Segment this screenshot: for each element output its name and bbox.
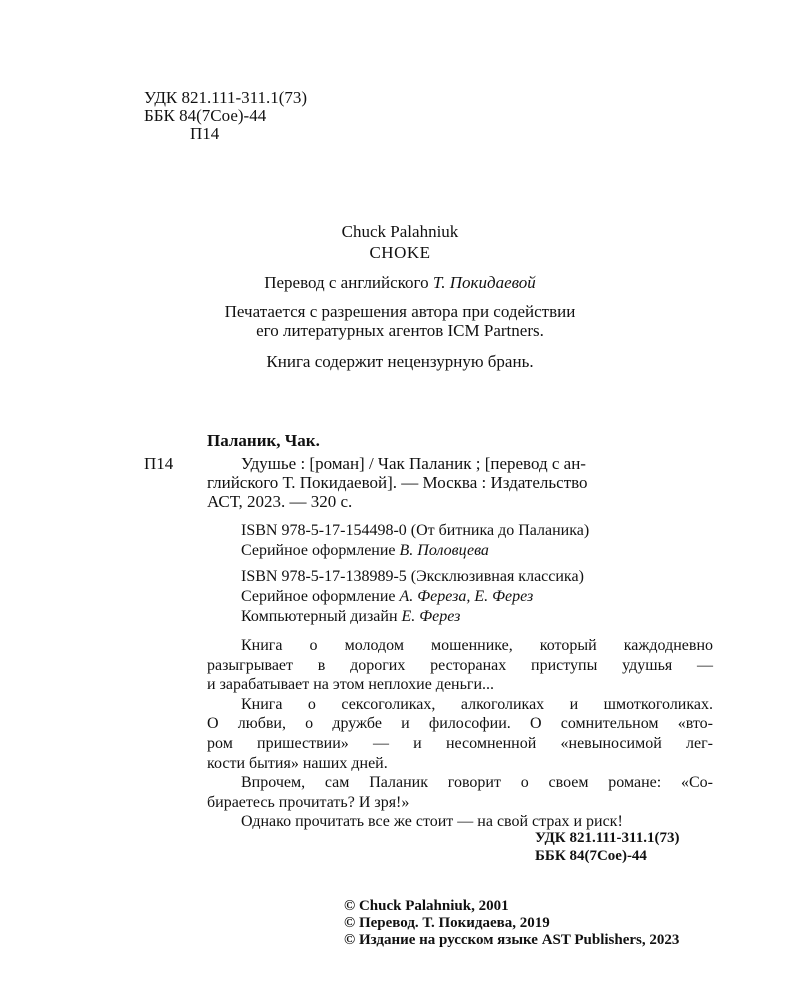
original-title: CHOKE	[369, 243, 431, 262]
annotation-line: и зарабатывает на этом неплохие деньги...	[207, 676, 495, 694]
computer-design	[241, 608, 460, 626]
annotation-line: Книга о сексоголиках, алкоголиках и шмоткоголиках.	[241, 695, 713, 713]
bbk-code-bottom: ББК 84(7Сое)-44	[535, 848, 647, 864]
series-design-1-name: В. Половцева	[399, 542, 489, 559]
translator-name: Т. Покидаевой	[432, 273, 536, 292]
annotation-line: Книга о молодом мошеннике, который каждодневно	[241, 637, 713, 654]
permission-line-2: его литературных агентов ICM Partners.	[256, 321, 544, 340]
series-design-2	[241, 588, 533, 606]
catalog-mark: П14	[144, 454, 174, 473]
series-design-2-prefix: Серийное оформление	[241, 588, 396, 605]
content-warning: Книга содержит нецензурную брань.	[266, 352, 534, 371]
copyright-line: © Перевод. Т. Покидаева, 2019	[344, 915, 550, 931]
annotation-line: О любви, о дружбе и философии. О сомнительном «вто-	[207, 715, 713, 733]
catalog-heading: Паланик, Чак.	[207, 431, 320, 450]
udk-code-bottom: УДК 821.111-311.1(73)	[535, 830, 680, 846]
translation-line	[0, 273, 800, 293]
series-design-2-name: А. Фереза, Е. Ферез	[399, 588, 534, 605]
series-design-1-prefix: Серийное оформление	[241, 542, 396, 559]
isbn-2: ISBN 978-5-17-138989-5 (Эксклюзивная классика)	[241, 568, 584, 585]
permission-line-1: Печатается с разрешения автора при содействии	[224, 302, 576, 321]
copyright-line: © Издание на русском языке AST Publishers, 2023	[344, 932, 680, 948]
udk-code-top: УДК 821.111-311.1(73)	[144, 88, 308, 107]
annotation-line: ром пришествии» — и несомненной «невыносимой лег-	[207, 734, 713, 752]
computer-design-prefix: Компьютерный дизайн	[241, 608, 398, 625]
original-author: Chuck Palahniuk	[341, 222, 459, 241]
annotation-line: кости бытия» наших дней.	[207, 754, 388, 772]
annotation-line: Однако прочитать все же стоит — на свой страх и риск!	[241, 813, 623, 831]
computer-design-name: Е. Ферез	[401, 608, 461, 625]
translation-prefix: Перевод с английского	[264, 273, 429, 292]
annotation	[207, 636, 713, 832]
bbk-code-top: ББК 84(7Сое)-44	[144, 106, 267, 125]
annotation-line: Впрочем, сам Паланик говорит о своем романе: «Со-	[241, 774, 713, 792]
catalog-line-1: Удушье : [роман] / Чак Паланик ; [перевод с ан-	[241, 454, 586, 473]
annotation-line: бираетесь прочитать? И зря!»	[207, 793, 410, 811]
isbn-1: ISBN 978-5-17-154498-0 (От битника до Паланика)	[241, 522, 590, 539]
series-design-1	[241, 542, 489, 560]
catalog-line-3: АСТ, 2023. — 320 с.	[207, 492, 353, 511]
annotation-line: разыгрывает в дорогих ресторанах приступы удушья —	[207, 656, 713, 674]
author-mark-top: П14	[190, 124, 220, 143]
copyright-line: © Chuck Palahniuk, 2001	[344, 898, 509, 914]
catalog-line-2: глийского Т. Покидаевой]. — Москва : Издательство	[207, 473, 588, 492]
